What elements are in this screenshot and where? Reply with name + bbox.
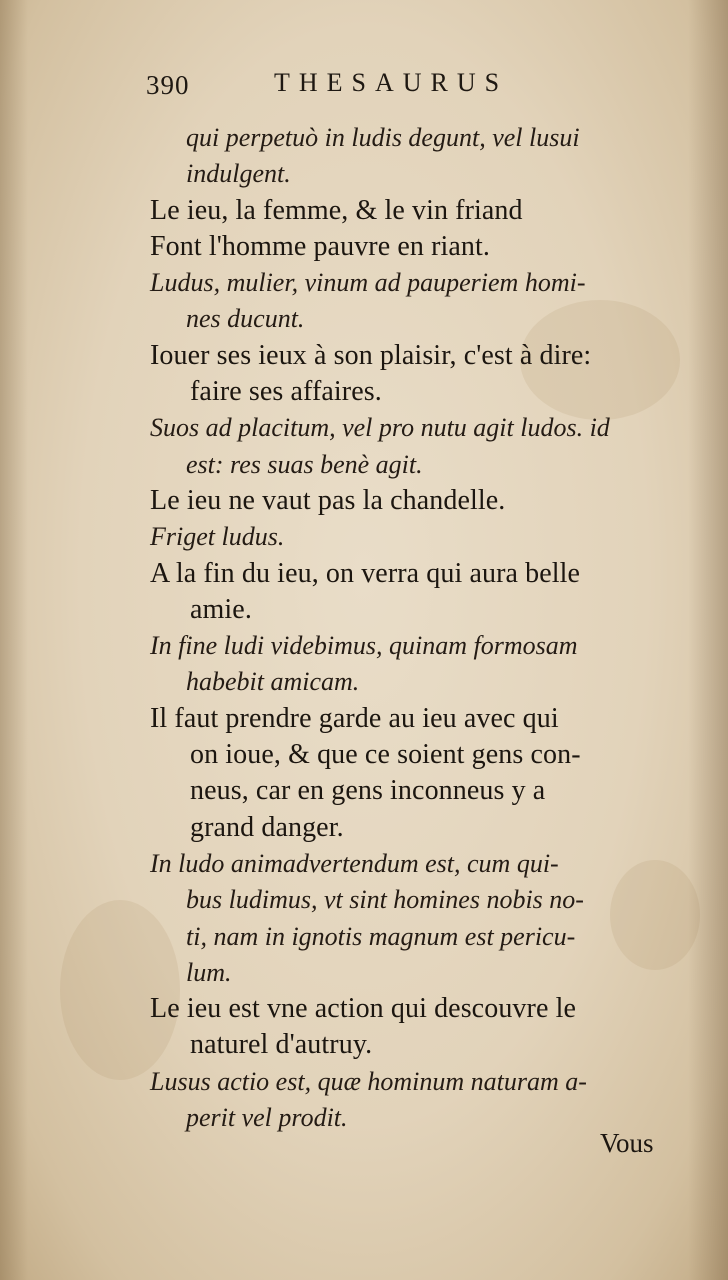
french-line: Font l'homme pauvre en riant. — [150, 230, 490, 262]
french-line: faire ses affaires. — [190, 376, 382, 408]
french-line: Le ieu est vne action qui descouvre le — [150, 993, 576, 1025]
french-line: A la fin du ieu, on verra qui aura belle — [150, 557, 581, 589]
latin-line: ti, nam in ignotis magnum est pericu- — [186, 921, 576, 951]
latin-line: perit vel prodit. — [186, 1103, 348, 1133]
latin-line: Ludus, mulier, vinum ad pauperiem homi- — [150, 268, 586, 298]
latin-line: Friget ludus. — [150, 522, 285, 552]
page-header — [146, 66, 586, 106]
latin-line: Suos ad placitum, vel pro nutu agit ludos. id — [150, 413, 610, 443]
french-line: neus, car en gens inconneus y a — [190, 775, 546, 807]
french-line: grand danger. — [190, 811, 344, 843]
french-line: Le ieu ne vaut pas la chandelle. — [150, 484, 506, 516]
french-line: naturel d'autruy. — [190, 1029, 373, 1061]
text-block — [150, 120, 680, 1136]
page-number: 390 — [146, 70, 190, 100]
latin-line: bus ludimus, vt sint homines nobis no- — [186, 885, 584, 915]
latin-line: lum. — [186, 957, 232, 987]
latin-line: In ludo animadvertendum est, cum qui- — [150, 848, 559, 878]
latin-line: habebit amicam. — [186, 667, 360, 697]
latin-line: Lusus actio est, quæ hominum naturam a- — [150, 1066, 587, 1096]
catchword: Vous — [600, 1128, 654, 1158]
latin-line: nes ducunt. — [186, 304, 305, 334]
french-line: on ioue, & que ce soient gens con- — [190, 739, 581, 771]
french-line: Le ieu, la femme, & le vin friand — [150, 194, 523, 226]
french-line: amie. — [190, 593, 252, 625]
latin-line: indulgent. — [186, 159, 291, 189]
latin-line: qui perpetuò in ludis degunt, vel lusui — [186, 123, 580, 152]
french-line: Il faut prendre garde au ieu avec qui — [150, 702, 559, 734]
running-head: THESAURUS — [274, 68, 509, 97]
french-line: Iouer ses ieux à son plaisir, c'est à dire: — [150, 339, 592, 371]
latin-line: In fine ludi videbimus, quinam formosam — [150, 631, 578, 661]
latin-line: est: res suas benè agit. — [186, 449, 423, 479]
